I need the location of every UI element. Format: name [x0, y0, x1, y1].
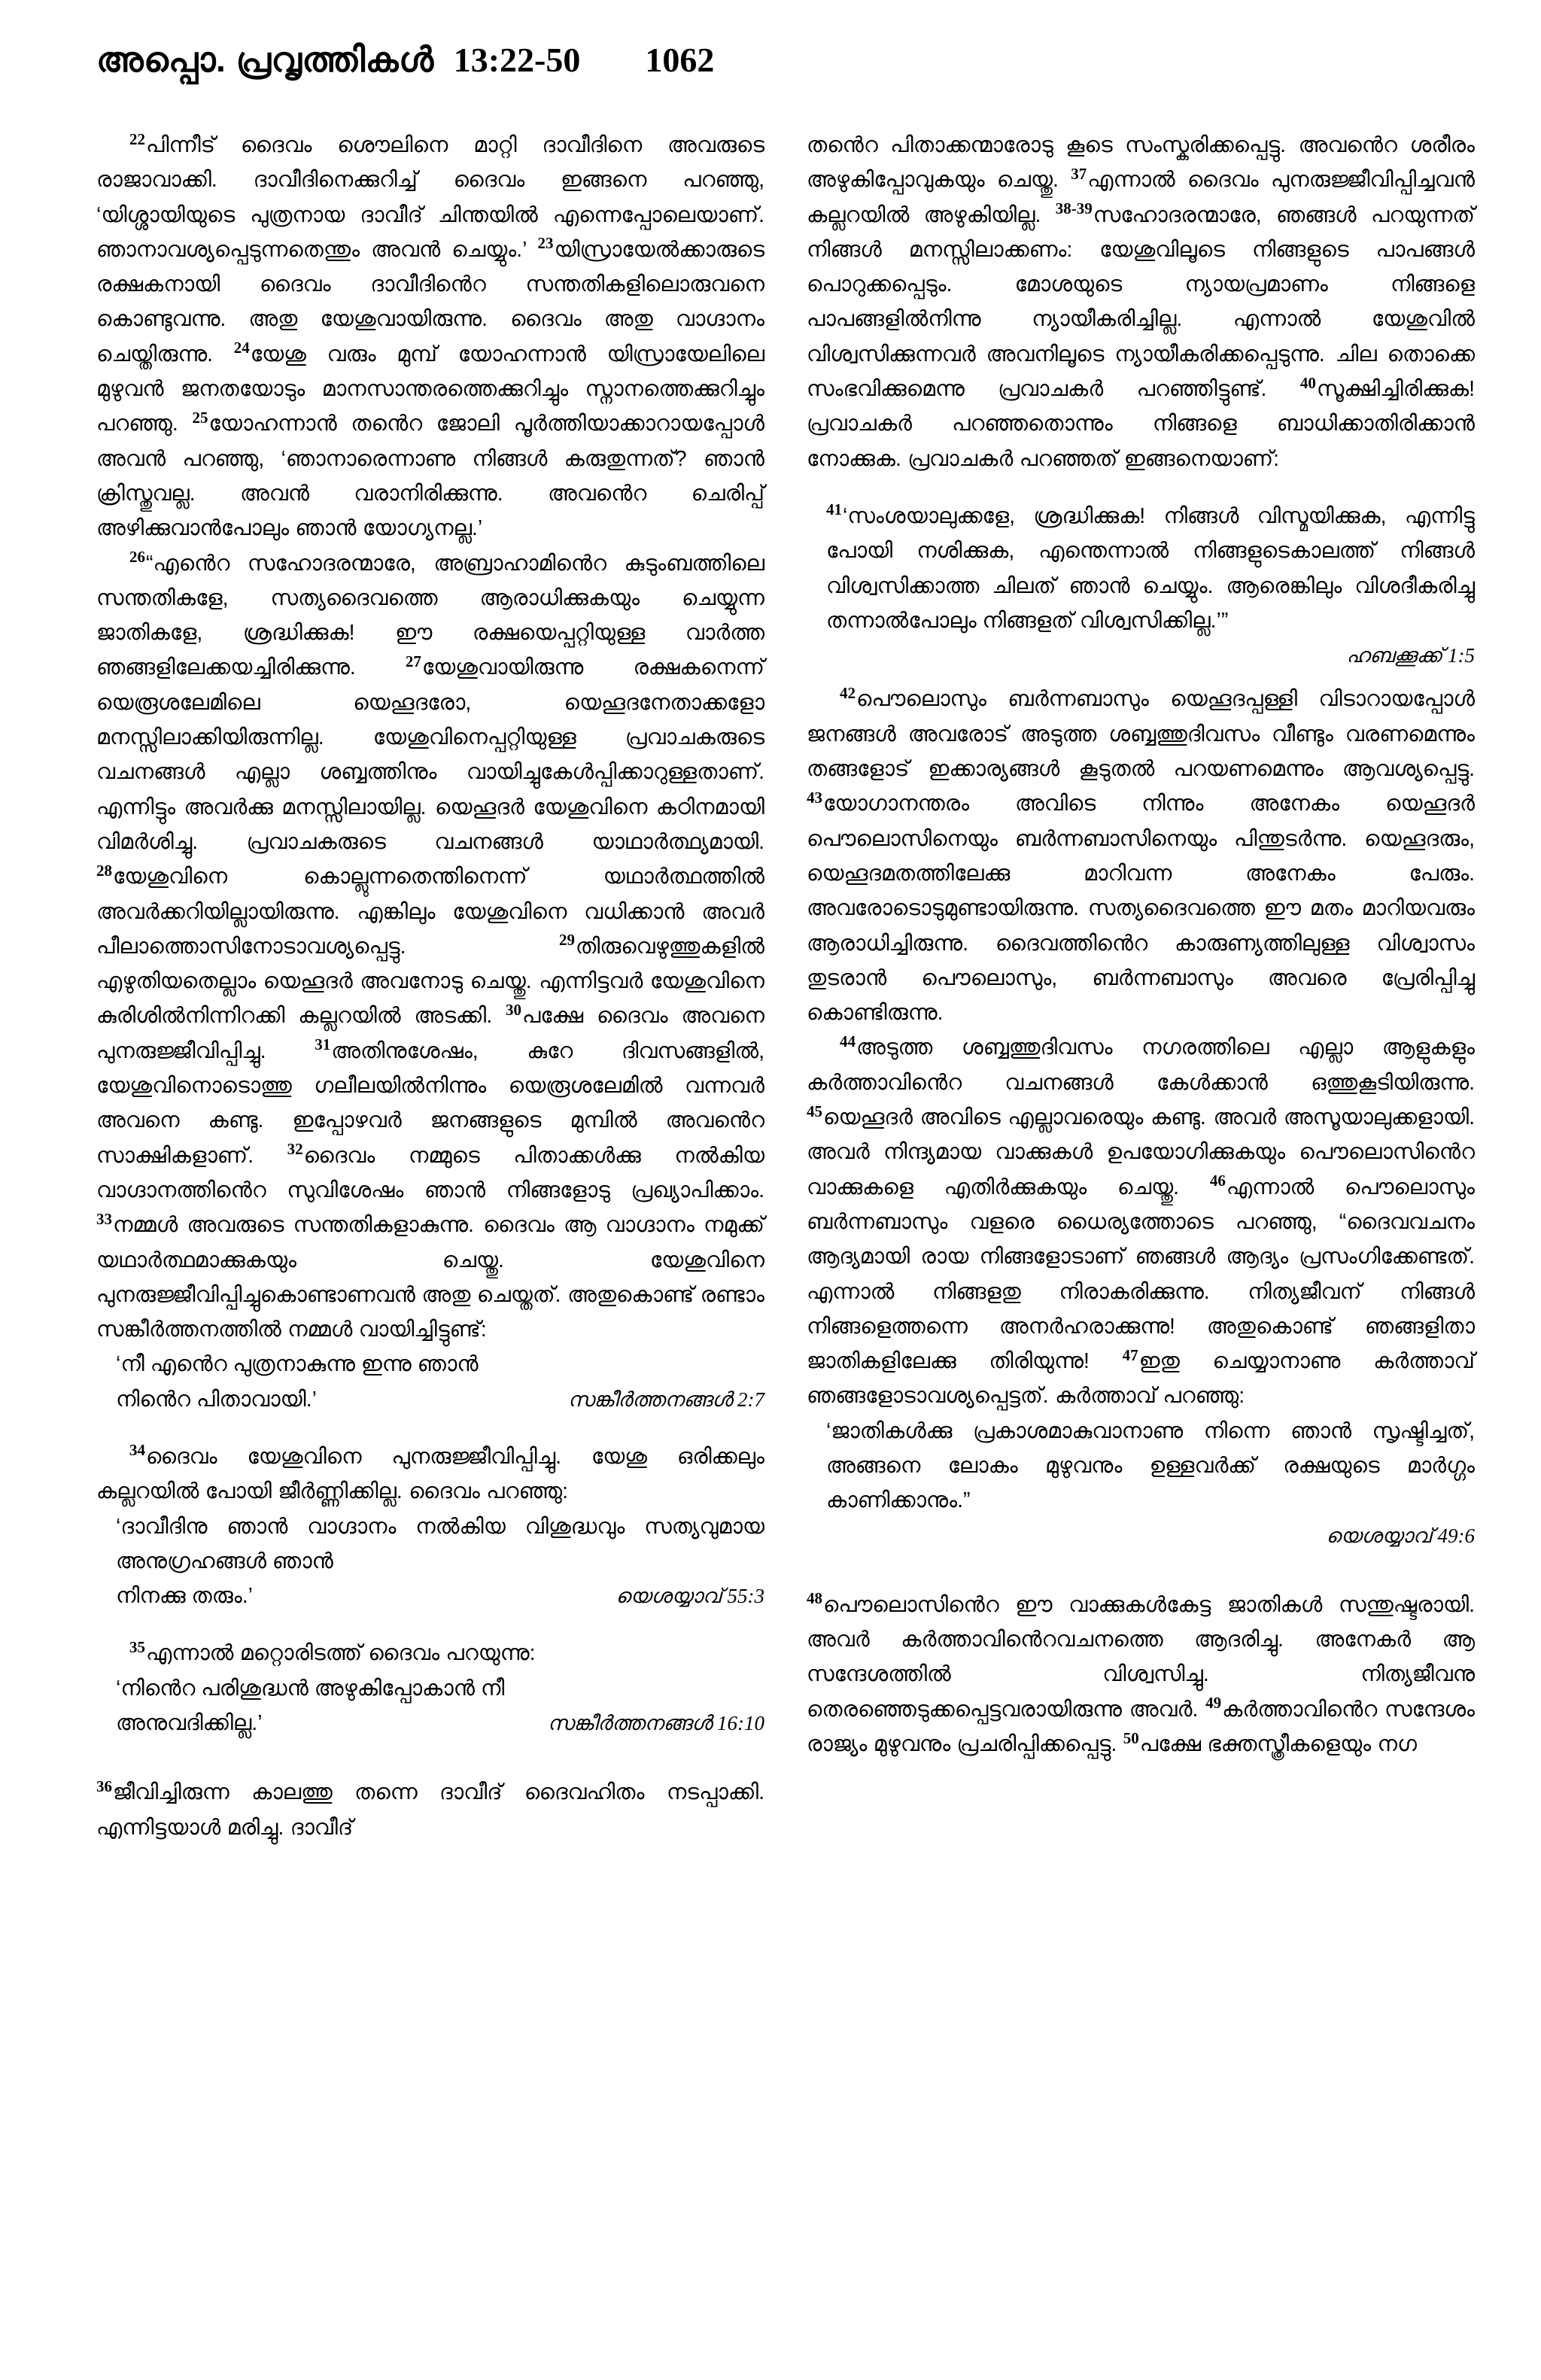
verse-text-34: ദൈവം യേശുവിനെ പുനരുജ്ജീവിപ്പിച്ചു. യേശു ഒരിക്കലും കല്ലറയിൽ പോയി ജീർണ്ണിക്കില്ല. ദൈവം പറഞ്ഞു:	[96, 1444, 764, 1504]
scripture-citation: സങ്കീർത്തനങ്ങൾ 16:10	[547, 1712, 764, 1735]
verse-text-30: പക്ഷേ ദൈവം അവനെ പുനരുജ്ജീവിപ്പിച്ചു.	[96, 1004, 764, 1063]
verse-number-27: 27	[405, 652, 421, 670]
verse-number-36: 36	[96, 1777, 112, 1795]
quote-text: ‘സംശയാലുക്കളേ, ശ്രദ്ധിക്കുക! നിങ്ങൾ വിസ്മയിക്കുക, എന്നിട്ടു പോയി നശിക്കുക, എന്തെന്നാൽ നിങ്ങളുടെകാലത്ത് നിങ്ങൾ വിശ്വസിക്കാത്ത ചിലത് ഞാൻ ചെയ്യും. ആരെങ്കിലും വിശദീകരിച്ചു തന്നാൽപോലും നിങ്ങളത് വിശ്വസിക്കില്ല.’”	[826, 503, 1475, 633]
verse-text-47: ഇതു ചെയ്യാനാണു കർത്താവ് ഞങ്ങളോടാവശ്യപ്പെട്ടത്. കർത്താവ് പറഞ്ഞു:	[807, 1349, 1476, 1409]
spacer	[96, 1613, 764, 1636]
running-head	[96, 39, 1445, 93]
paragraph-verses-36-40	[807, 128, 1475, 476]
verse-number-38-39: 38-39	[1055, 199, 1093, 218]
running-head-reference: 13:22-50	[453, 41, 581, 79]
paragraph-verses-22-25	[96, 128, 764, 546]
verse-number-23: 23	[537, 234, 554, 253]
verse-text-35: എന്നാൽ മറ്റൊരിടത്ത് ദൈവം പറയുന്നു:	[146, 1641, 536, 1666]
verse-text-22: പിന്നീട് ദൈവം ശൌലിനെ മാറ്റി ദാവീദിനെ അവരുടെ രാജാവാക്കി. ദാവീദിനെക്കുറിച്ച് ദൈവം ഇങ്ങനെ പറഞ്ഞു, ‘യിശ്ശായിയുടെ പുത്രനായ ദാവീദ് ചിന്തയിൽ എന്നെപ്പോലെയാണ്. ഞാനാവശ്യപ്പെടുന്നതെന്തും അവൻ ചെയ്യും.’	[96, 133, 764, 262]
verse-number-28: 28	[96, 861, 112, 880]
verse-number-46: 46	[1209, 1172, 1226, 1190]
quote-isaiah-49-6	[807, 1414, 1475, 1553]
verse-number-29: 29	[559, 931, 576, 950]
verse-text-49: കർത്താവിൻെറ സന്ദേശം രാജ്യം മുഴുവനും പ്രചരിപ്പിക്കപ്പെട്ടു.	[807, 1697, 1475, 1757]
verse-number-34: 34	[129, 1441, 145, 1460]
quote-isaiah-55-3	[96, 1509, 764, 1614]
quote-habakkuk-1-5	[807, 499, 1475, 673]
paragraph-verse-34	[96, 1439, 764, 1509]
verse-number-24: 24	[233, 339, 250, 357]
page-number: 1062	[645, 41, 715, 79]
running-head-book: അപ്പൊ. പ്രവൃത്തികൾ	[96, 40, 434, 79]
verse-number-32: 32	[287, 1140, 303, 1159]
left-column	[96, 128, 764, 2355]
verse-number-37: 37	[1071, 164, 1087, 183]
quote-line-with-citation	[116, 1382, 764, 1417]
verse-number-47: 47	[1122, 1345, 1138, 1364]
quote-line-with-citation	[116, 1579, 764, 1613]
verse-number-48: 48	[807, 1589, 822, 1608]
verse-text-26: “എൻെറ സഹോദരന്മാരേ, അബ്രാഹാമിൻെറ കുടുംബത്തിലെ സന്തതികളേ, സത്യദൈവത്തെ ആരാധിക്കുകയും ചെയ്യുന്ന ജാതികളേ, ശ്രദ്ധിക്കുക! ഈ രക്ഷയെപ്പറ്റിയുള്ള വാർത്ത ഞങ്ങളിലേക്കയച്ചിരിക്കുന്നു.	[96, 551, 764, 680]
right-column	[807, 128, 1475, 2355]
spacer	[96, 1740, 764, 1775]
verse-text-44: അടുത്ത ശബ്ബത്തുദിവസം നഗരത്തിലെ എല്ലാ ആളുകളും കർത്താവിൻെറ വചനങ്ങൾ കേൾക്കാൻ ഒത്തുകൂടിയിരുന്നു.	[807, 1035, 1475, 1095]
verse-text-45: യെഹൂദർ അവിടെ എല്ലാവരെയും കണ്ടു. അവർ അസൂയാലുക്കളായി. അവർ നിന്ദ്യമായ വാക്കുകൾ ഉപയോഗിക്കുകയും പൌലൊസിൻെറ വാക്കുകളെ എതിർക്കുകയും ചെയ്തു.	[807, 1105, 1475, 1199]
verse-text-31: അതിനുശേഷം, കുറേ ദിവസങ്ങളിൽ, യേശുവിനൊടൊത്തു ഗലീലയിൽനിന്നും യെരൂശലേമിൽ വന്നവർ അവനെ കണ്ടു. ഇപ്പോഴവർ ജനങ്ങളുടെ മുമ്പിൽ അവൻെറ സാക്ഷികളാണ്.	[96, 1038, 764, 1168]
spacer	[807, 673, 1475, 682]
verse-number-31: 31	[315, 1035, 331, 1054]
quote-line: ‘നിൻെറ പരിശുദ്ധൻ അഴുകിപ്പോകാൻ നീ	[116, 1676, 505, 1701]
quote-line-with-citation	[116, 1706, 764, 1740]
paragraph-verses-42-43	[807, 682, 1475, 1030]
text-columns	[96, 128, 1475, 2355]
quote-line: അനുവദിക്കില്ല.’	[116, 1711, 263, 1736]
verse-text-42: പൌലൊസും ബർന്നബാസും യെഹൂദപ്പള്ളി വിടാറായപ്പോൾ ജനങ്ങൾ അവരോട് അടുത്ത ശബ്ബത്തുദിവസം വീണ്ടും വരണമെന്നും തങ്ങളോട് ഇക്കാര്യങ്ങൾ കൂടുതൽ പറയണമെന്നും ആവശ്യപ്പെട്ടു.	[807, 687, 1475, 782]
spacer	[807, 1553, 1475, 1588]
paragraph-verse-35	[96, 1636, 764, 1670]
verse-text-50: പക്ഷേ ഭക്തസ്ത്രീകളെയും നഗ	[1139, 1732, 1417, 1757]
verse-text-33: നമ്മൾ അവരുടെ സന്തതികളാകുന്നു. ദൈവം ആ വാഗ്ദാനം നമുക്ക് യഥാർത്ഥമാക്കുകയും ചെയ്തു. യേശുവിനെ പുനരുജ്ജീവിപ്പിച്ചുകൊണ്ടാണവൻ അതു ചെയ്തത്. അതുകൊണ്ട് രണ്ടാം സങ്കീർത്തനത്തിൽ നമ്മൾ വായിച്ചിട്ടുണ്ട്:	[96, 1213, 764, 1342]
quote-psalm-16-10	[96, 1671, 764, 1741]
paragraph-verses-44-47	[807, 1030, 1475, 1413]
quote-line: ‘ദാവീദിനു ഞാൻ വാഗ്ദാനം നൽകിയ വിശുദ്ധവും സത്യവുമായ അനുഗ്രഹങ്ങൾ ഞാൻ	[116, 1514, 764, 1573]
spacer	[807, 476, 1475, 499]
verse-text-28: യേശുവിനെ കൊല്ലുന്നതെന്തിനെന്ന് യഥാർത്ഥത്തിൽ അവർക്കറിയില്ലായിരുന്നു. എങ്കിലും യേശുവിനെ വധിക്കാൻ അവർ പീലാത്തൊസിനോടാവശ്യപ്പെട്ടു.	[96, 865, 764, 959]
verse-number-26: 26	[129, 548, 145, 567]
verse-text-23: യിസ്രായേൽക്കാരുടെ രക്ഷകനായി ദൈവം ദാവീദിൻെറ സന്തതികളിലൊരുവനെ കൊണ്ടുവന്നു. അതു യേശുവായിരുന്നു. ദൈവം അതു വാഗ്ദാനം ചെയ്തിരുന്നു.	[96, 237, 764, 366]
verse-number-45: 45	[807, 1102, 822, 1120]
verse-number-22: 22	[129, 129, 145, 148]
verse-text-48: പൌലൊസിൻെറ ഈ വാക്കുകൾകേട്ട ജാതികൾ സന്തുഷ്ടരായി. അവർ കർത്താവിൻെറവചനത്തെ ആദരിച്ചു. അനേകർ ആ സന്ദേശത്തിൽ വിശ്വസിച്ചു. നിത്യജീവനു തെരഞ്ഞെടുക്കപ്പെട്ടവരായിരുന്നു അവർ.	[807, 1592, 1475, 1722]
quote-line: നിനക്കു തരും.’	[116, 1584, 253, 1609]
scripture-citation: യെശയ്യാവ് 49:6	[1326, 1524, 1475, 1547]
quote-line: നിൻെറ പിതാവായി.’	[116, 1387, 317, 1412]
verse-number-49: 49	[1205, 1694, 1222, 1713]
verse-number-30: 30	[505, 1000, 521, 1019]
quote-psalm-2-7	[96, 1347, 764, 1417]
verse-number-42: 42	[840, 683, 856, 702]
verse-number-44: 44	[840, 1032, 856, 1050]
verse-text-27: യേശുവായിരുന്നു രക്ഷകനെന്ന് യെരൂശലേമിലെ യെഹൂദരോ, യെഹൂദനേതാക്കളോ മനസ്സിലാക്കിയിരുന്നില്ല. യേശുവിനെപ്പറ്റിയുള്ള പ്രവാചകരുടെ വചനങ്ങൾ എല്ലാ ശബ്ബത്തിനും വായിച്ചുകേൾപ്പിക്കാറുള്ളതാണ്. എന്നിട്ടും അവർക്കു മനസ്സിലായില്ല. യെഹൂദർ യേശുവിനെ കഠിനമായി വിമർശിച്ചു. പ്രവാചകരുടെ വചനങ്ങൾ യാഥാർത്ഥ്യമായി.	[96, 655, 764, 854]
verse-text-46: എന്നാൽ പൌലൊസും ബർന്നബാസും വളരെ ധൈര്യത്തോടെ പറഞ്ഞു, “ദൈവവചനം ആദ്യമായി രായ നിങ്ങളോടാണ് ഞങ്ങൾ ആദ്യം പ്രസംഗിക്കേണ്ടത്. എന്നാൽ നിങ്ങളതു നിരാകരിക്കുന്നു. നിത്യജീവന് നിങ്ങൾ നിങ്ങളെത്തന്നെ അനർഹരാക്കുന്നു! അതുകൊണ്ട് ഞങ്ങളിതാ ജാതികളിലേക്കു തിരിയുന്നു!	[807, 1175, 1475, 1374]
verse-text-43: യോഗാനന്തരം അവിടെ നിന്നും അനേകം യെഹൂദർ പൌലൊസിനെയും ബർന്നബാസിനെയും പിന്തുടർന്നു. യെഹൂദരും, യെഹൂദമതത്തിലേക്കു മാറിവന്ന അനേകം പേരും. അവരോടൊടുമുണ്ടായിരുന്നു. സത്യദൈവത്തെ ഈ മതം മാറിയവരും ആരാധിച്ചിരുന്നു. ദൈവത്തിൻെറ കാരുണ്യത്തിലുള്ള വിശ്വാസം തുടരാൻ പൌലൊസും, ബർന്നബാസും അവരെ പ്രേരിപ്പിച്ചു കൊണ്ടിരുന്നു.	[807, 792, 1475, 1026]
verse-text-37: എന്നാൽ ദൈവം പുനരുജ്ജീവിപ്പിച്ചവൻ കല്ലറയിൽ അഴുകിയില്ല.	[807, 168, 1476, 227]
verse-text-24: യേശു വരും മുമ്പ് യോഹന്നാൻ യിസ്രായേലിലെ മുഴുവൻ ജനതയോടും മാനസാന്തരത്തെക്കുറിച്ചും സ്നാനത്തെക്കുറിച്ചും പറഞ്ഞു.	[96, 342, 764, 436]
verse-number-40: 40	[1299, 373, 1316, 392]
paragraph-verses-48-50	[807, 1588, 1475, 1761]
quote-line: ‘നീ എൻെറ പുത്രനാകുന്നു ഇന്നു ഞാൻ	[116, 1352, 479, 1377]
verse-text-38-39: സഹോദരന്മാരേ, ഞങ്ങൾ പറയുന്നത് നിങ്ങൾ മനസ്സിലാക്കണം: യേശുവിലൂടെ നിങ്ങളുടെ പാപങ്ങൾ പൊറുക്കപ്പെടും. മോശയുടെ ന്യായപ്രമാണം നിങ്ങളെ പാപങ്ങളിൽനിന്നു ന്യായീകരിച്ചില്ല. എന്നാൽ യേശുവിൽ വിശ്വസിക്കുന്നവർ അവനിലൂടെ ന്യായീകരിക്കപ്പെടുന്നു. ചില തൊക്കെ സംഭവിക്കുമെന്നു പ്രവാചകർ പറഞ്ഞിട്ടുണ്ട്.	[807, 202, 1475, 402]
spacer	[96, 1417, 764, 1439]
verse-text-29: തിരുവെഴുത്തുകളിൽ എഴുതിയതെല്ലാം യെഹൂദർ അവനോടു ചെയ്തു. എന്നിട്ടവർ യേശുവിനെ കുരിശിൽനിന്നിറക്കി കല്ലറയിൽ അടക്കി.	[96, 934, 764, 1029]
scripture-citation: ഹബക്കൂക്ക് 1:5	[1346, 644, 1475, 667]
verse-text-36-continued: തൻെറ പിതാക്കന്മാരോടു കൂടെ സംസ്കരിക്കപ്പെട്ടു. അവൻെറ ശരീരം അഴുകിപ്പോവുകയും ചെയ്തു.	[807, 133, 1475, 193]
verse-number-33: 33	[96, 1209, 112, 1228]
verse-number-50: 50	[1123, 1728, 1139, 1747]
verse-number-43: 43	[807, 788, 822, 807]
paragraph-verses-26-33	[96, 546, 764, 1348]
verse-number-25: 25	[192, 408, 208, 427]
verse-text-25: യോഹന്നാൻ തൻെറ ജോലി പൂർത്തിയാക്കാറായപ്പോൾ അവൻ പറഞ്ഞു, ‘ഞാനാരെന്നാണു നിങ്ങൾ കരുതുന്നത്? ഞാൻ ക്രിസ്തുവല്ല. അവൻ വരാനിരിക്കുന്നു. അവൻെറ ചെരിപ്പ് അഴിക്കുവാൻപോലും ഞാൻ യോഗ്യനല്ല.’	[96, 412, 764, 541]
scripture-citation: സങ്കീർത്തനങ്ങൾ 2:7	[567, 1388, 764, 1411]
paragraph-verse-36	[96, 1775, 764, 1845]
verse-text-32: ദൈവം നമ്മുടെ പിതാക്കൾക്കു നൽകിയ വാഗ്ദാനത്തിൻെറ സുവിശേഷം ഞാൻ നിങ്ങളോടു പ്രഖ്യാപിക്കാം.	[96, 1143, 764, 1202]
verse-text-40: സൂക്ഷിച്ചിരിക്കുക! പ്രവാചകർ പറഞ്ഞതൊന്നും നിങ്ങളെ ബാധിക്കാതിരിക്കാൻ നോക്കുക. പ്രവാചകർ പറഞ്ഞത് ഇങ്ങനെയാണ്:	[807, 377, 1475, 471]
verse-number-41: 41	[826, 500, 842, 519]
quote-text: ‘ജാതികൾക്കു പ്രകാശമാകുവാനാണു നിന്നെ ഞാൻ സൃഷ്ടിച്ചത്, അങ്ങനെ ലോകം മുഴുവനും ഉള്ളവർക്ക് രക്ഷയുടെ മാർഗ്ഗം കാണിക്കാനും.”	[826, 1418, 1475, 1513]
verse-number-35: 35	[129, 1637, 145, 1656]
verse-text-36: ജീവിച്ചിരുന്ന കാലത്തു തന്നെ ദാവീദ് ദൈവഹിതം നടപ്പാക്കി. എന്നിട്ടയാൾ മരിച്ചു. ദാവീദ്	[96, 1780, 764, 1840]
scripture-citation: യെശയ്യാവ് 55:3	[615, 1585, 764, 1608]
